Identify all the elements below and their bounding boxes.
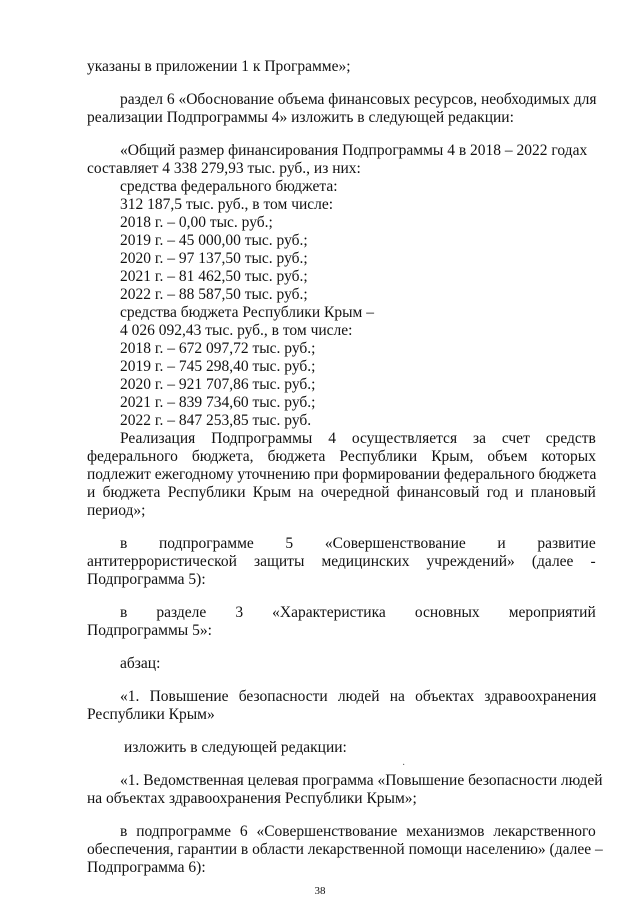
text-line: «Общий размер финансирования Подпрограммы 4 в 2018 – 2022 годах <box>120 142 588 159</box>
text-line: Подпрограмма 5): <box>87 571 206 588</box>
text-line: период»; <box>87 502 146 519</box>
page-number: 38 <box>314 885 326 897</box>
text-line: на объектах здравоохранения Республики Крым»; <box>87 790 417 807</box>
text-line: и бюджета Республики Крым на очередной финансовый год и плановый <box>87 484 596 501</box>
text-line: Республики Крым» <box>87 706 215 723</box>
text-line: обеспечения, гарантии в области лекарственной помощи населению» (далее – <box>87 841 603 858</box>
text-line: 312 187,5 тыс. руб., в том числе: <box>120 196 334 213</box>
text-line: 2021 г. – 81 462,50 тыс. руб.; <box>120 268 308 285</box>
scan-mark: · <box>402 760 406 771</box>
text-line: 2018 г. – 0,00 тыс. руб.; <box>120 214 273 231</box>
text-line: в подпрограмме 6 «Совершенствование механизмов лекарственного <box>120 823 596 840</box>
text-line: средства бюджета Республики Крым – <box>120 304 374 321</box>
text-line: 2019 г. – 45 000,00 тыс. руб.; <box>120 232 308 249</box>
text-line: Подпрограмма 6): <box>87 859 206 876</box>
text-line: 2022 г. – 847 253,85 тыс. руб. <box>120 412 312 429</box>
text-line: 2020 г. – 921 707,86 тыс. руб.; <box>120 376 316 393</box>
text-line: «1. Ведомственная целевая программа «Повышение безопасности людей <box>120 772 603 789</box>
text-line: абзац: <box>120 655 161 672</box>
text-line: в разделе 3 «Характеристика основных мероприятий <box>120 604 596 621</box>
text-line: 2022 г. – 88 587,50 тыс. руб.; <box>120 286 308 303</box>
text-line: федерального бюджета, бюджета Республики Крым, объем которых <box>87 448 596 465</box>
text-line: 2018 г. – 672 097,72 тыс. руб.; <box>120 340 316 357</box>
text-line: в подпрограмме 5 «Совершенствование и развитие <box>120 535 596 552</box>
text-line: раздел 6 «Обоснование объема финансовых ресурсов, необходимых для <box>120 91 597 108</box>
text-line: Подпрограммы 5»: <box>87 622 212 639</box>
text-line: 2021 г. – 839 734,60 тыс. руб.; <box>120 394 316 411</box>
text-line: Реализация Подпрограммы 4 осуществляется за счет средств <box>120 430 596 447</box>
text-line: «1. Повышение безопасности людей на объектах здравоохранения <box>120 688 597 705</box>
text-line: реализации Подпрограммы 4» изложить в следующей редакции: <box>87 109 514 126</box>
text-line: изложить в следующей редакции: <box>124 739 347 756</box>
text-line: 2020 г. – 97 137,50 тыс. руб.; <box>120 250 308 267</box>
text-line: антитеррористической защиты медицинских учреждений» (далее - <box>87 553 596 570</box>
text-line: составляет 4 338 279,93 тыс. руб., из них: <box>87 160 361 177</box>
text-line: указаны в приложении 1 к Программе»; <box>87 58 351 75</box>
text-line: подлежит ежегодному уточнению при формировании федерального бюджета <box>87 466 597 483</box>
text-line: 2019 г. – 745 298,40 тыс. руб.; <box>120 358 316 375</box>
text-line: средства федерального бюджета: <box>120 178 338 195</box>
text-line: 4 026 092,43 тыс. руб., в том числе: <box>120 322 353 339</box>
